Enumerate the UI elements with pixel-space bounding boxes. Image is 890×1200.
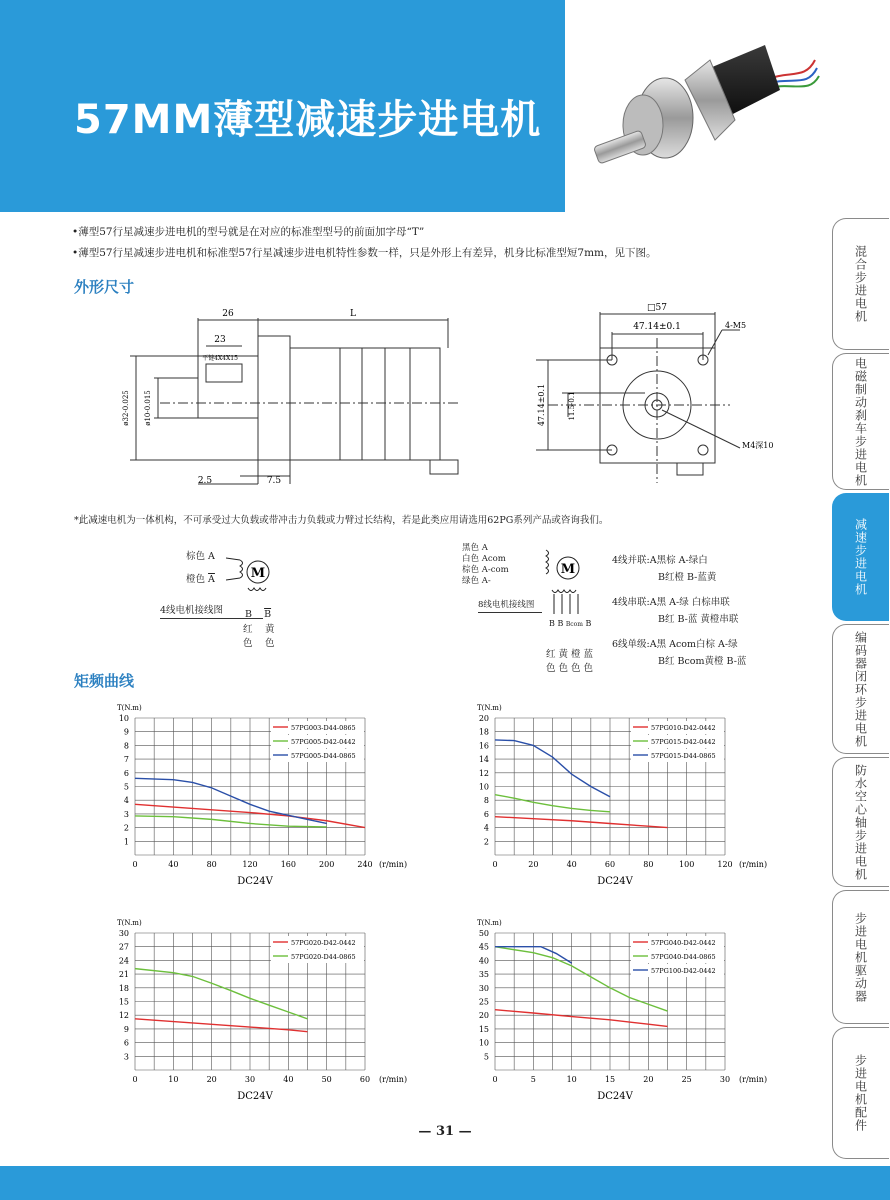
wire8-motor-symbol — [540, 546, 590, 616]
x-axis-label: (r/min) — [379, 860, 408, 869]
legend-label: 57PG015-D42-0442 — [651, 738, 716, 746]
y-tick-label: 1 — [123, 837, 129, 847]
x-tick-label: 20 — [528, 860, 539, 869]
x-tick-label: 50 — [321, 1075, 332, 1084]
x-tick-label: 120 — [242, 860, 258, 869]
y-tick-label: 6 — [483, 809, 489, 819]
x-tick-label: 160 — [280, 860, 296, 869]
x-tick-label: 30 — [244, 1075, 256, 1084]
tab-waterproof-stepper[interactable]: 防水空心轴步进电机 — [832, 757, 889, 887]
tab-gear-stepper[interactable]: 减速步进电机 — [832, 493, 889, 621]
x-tick-label: 10 — [566, 1075, 577, 1084]
legend-label: 57PG003-D44-0865 — [291, 724, 356, 732]
tab-driver[interactable]: 步进电机驱动器 — [832, 890, 889, 1024]
x-tick-label: 60 — [604, 860, 616, 869]
svg-text:M: M — [560, 562, 576, 577]
legend-label: 57PG010-D42-0442 — [651, 724, 716, 732]
legend-label: 57PG020-D44-0865 — [291, 953, 356, 961]
x-tick-label: 0 — [492, 1075, 498, 1084]
x-tick-label: 40 — [168, 860, 179, 869]
legend-label: 57PG015-D44-0865 — [651, 752, 716, 760]
y-tick-label: 9 — [123, 727, 129, 737]
torque-chart-4 — [460, 915, 790, 1110]
x-tick-label: 100 — [679, 860, 695, 869]
page-number: — 31 — — [418, 1124, 472, 1139]
y-tick-label: 10 — [118, 714, 129, 723]
section-dimensions-title: 外形尺寸 — [74, 278, 135, 296]
svg-text:M: M — [250, 566, 266, 581]
dim-key: 平键4X4X15 — [202, 355, 238, 362]
y-tick-label: 18 — [478, 727, 489, 737]
y-tick-label: 4 — [483, 823, 489, 833]
legend-label: 57PG005-D42-0442 — [291, 738, 356, 746]
tab-brake-stepper[interactable]: 电磁制动刹车步进电机 — [832, 353, 889, 490]
wire4-motor-symbol — [226, 548, 276, 608]
dim-d10: ø10-0.015 — [144, 390, 152, 426]
y-tick-label: 40 — [478, 956, 489, 966]
connection-methods: 4线并联:A黑棕 A-绿白 B红橙 B-蓝黄 4线串联:A黑 A-绿 白棕串联 B红 B-蓝 黄橙串联 6线单级:A黑 Acom白棕 A-绿 B红 Bcom黄橙 B-蓝 — [612, 552, 746, 670]
y-tick-label: 9 — [123, 1024, 129, 1034]
x-axis-label: (r/min) — [379, 1075, 408, 1084]
x-tick-label: 40 — [566, 860, 577, 869]
y-tick-label: 45 — [478, 942, 489, 952]
legend-label: 57PG005-D44-0865 — [291, 752, 356, 760]
y-axis-label: T(N.m) — [477, 704, 502, 712]
x-tick-label: 40 — [283, 1075, 294, 1084]
gear-motor-image — [565, 0, 890, 212]
y-tick-label: 27 — [118, 942, 129, 952]
wire4-red: 红色 — [243, 624, 253, 649]
legend-label: 57PG040-D42-0442 — [651, 939, 716, 947]
x-tick-label: 0 — [492, 860, 498, 869]
wire8-color-names: 红 黄 橙 蓝 色 色 色 色 — [546, 649, 594, 674]
bullet-2: •薄型57行星减速步进电机和标准型57行星减速步进电机特性参数一样，只是外形上有差异，机身比标准型短7mm，见下图。 — [72, 247, 657, 259]
y-tick-label: 50 — [478, 929, 489, 938]
x-tick-label: 80 — [206, 860, 217, 869]
wire4-orange: 橙色 $\overline{A}$ — [186, 574, 215, 585]
chart-caption: DC24V — [237, 1091, 273, 1102]
y-tick-label: 20 — [478, 714, 489, 723]
y-tick-label: 10 — [478, 1038, 489, 1048]
tab-hybrid-stepper[interactable]: 混合步进电机 — [832, 218, 889, 350]
dim-d32: ø32-0.025 — [122, 390, 130, 426]
dim-sq57: □57 — [647, 303, 667, 313]
y-tick-label: 2 — [483, 837, 489, 847]
y-tick-label: 24 — [118, 956, 129, 966]
series-line — [495, 1010, 668, 1027]
y-tick-label: 6 — [123, 768, 129, 778]
series-line — [495, 817, 668, 828]
torque-chart-3 — [100, 915, 440, 1110]
y-tick-label: 6 — [123, 1038, 129, 1048]
y-tick-label: 7 — [123, 755, 129, 765]
x-tick-label: 240 — [357, 860, 373, 869]
page-title: 57MM薄型减速步进电机 — [74, 97, 542, 143]
y-tick-label: 14 — [478, 755, 489, 765]
tab-accessories[interactable]: 步进电机配件 — [832, 1027, 889, 1159]
dim-26: 26 — [222, 309, 234, 319]
y-tick-label: 12 — [118, 1011, 129, 1021]
x-axis-label: (r/min) — [739, 1075, 768, 1084]
dim-7-5: 7.5 — [266, 476, 282, 486]
dim-47-14-vert: 47.14±0.1 — [537, 383, 546, 427]
y-tick-label: 3 — [123, 1052, 129, 1062]
x-tick-label: 10 — [168, 1075, 179, 1084]
x-tick-label: 80 — [643, 860, 654, 869]
x-tick-label: 15 — [604, 1075, 616, 1084]
y-tick-label: 25 — [478, 997, 489, 1007]
wire4-b: B $\overline{B}$ — [245, 609, 272, 620]
x-tick-label: 0 — [132, 1075, 138, 1084]
x-tick-label: 20 — [643, 1075, 654, 1084]
legend-label: 57PG100-D42-0442 — [651, 967, 716, 975]
y-tick-label: 2 — [123, 823, 129, 833]
y-tick-label: 4 — [123, 796, 129, 806]
bottom-bar — [0, 1166, 890, 1200]
x-tick-label: 5 — [530, 1075, 536, 1084]
y-axis-label: T(N.m) — [477, 919, 502, 927]
legend-label: 57PG040-D44-0865 — [651, 953, 716, 961]
y-tick-label: 15 — [478, 1024, 489, 1034]
dim-m4: M4深10 — [742, 441, 774, 450]
y-tick-label: 21 — [118, 970, 129, 980]
section-curves-title: 矩频曲线 — [74, 672, 135, 690]
conn-parallel: 4线并联:A黑棕 A-绿白 — [612, 555, 708, 566]
y-tick-label: 30 — [118, 929, 129, 938]
warning-note: *此减速电机为一体机构，不可承受过大负载或带冲击力负载或力臂过长结构，若是此类应用请选用62PG系列产品或咨询我们。 — [74, 515, 609, 526]
intro-bullets — [72, 222, 657, 264]
y-tick-label: 15 — [118, 997, 129, 1007]
legend-label: 57PG020-D42-0442 — [291, 939, 356, 947]
chart-caption: DC24V — [237, 876, 273, 887]
y-tick-label: 3 — [123, 809, 129, 819]
motor-photo — [565, 0, 890, 212]
y-tick-label: 18 — [118, 983, 129, 993]
dim-11-5: 11.5-0.1 — [568, 391, 576, 421]
series-line — [135, 969, 308, 1019]
dim-L: L — [350, 309, 356, 319]
y-tick-label: 16 — [478, 741, 489, 751]
x-tick-label: 60 — [359, 1075, 371, 1084]
wire8-caption: 8线电机接线图 — [478, 598, 542, 613]
header-banner — [0, 0, 565, 212]
y-axis-label: T(N.m) — [117, 919, 142, 927]
x-axis-label: (r/min) — [739, 860, 768, 869]
tab-closed-loop-stepper[interactable]: 编码器闭环步进电机 — [832, 624, 889, 754]
x-tick-label: 0 — [132, 860, 138, 869]
chart-caption: DC24V — [597, 876, 633, 887]
wire4-yellow: 黄色 — [265, 624, 275, 649]
series-line — [135, 1019, 308, 1032]
conn-6wire: 6线单级:A黑 Acom白棕 A-绿 — [612, 639, 738, 650]
wire8-b-labels: B B Bcom B — [549, 619, 592, 628]
dim-47-14: 47.14±0.1 — [633, 322, 681, 332]
chart-caption: DC24V — [597, 1091, 633, 1102]
y-tick-label: 20 — [478, 1011, 489, 1021]
y-tick-label: 8 — [123, 741, 129, 751]
x-tick-label: 30 — [719, 1075, 731, 1084]
y-tick-label: 8 — [483, 796, 489, 806]
wire4-caption: 4线电机接线图 — [160, 604, 263, 619]
y-tick-label: 12 — [478, 768, 489, 778]
y-axis-label: T(N.m) — [117, 704, 142, 712]
dimension-drawing — [100, 298, 780, 498]
dim-4-m5: 4-M5 — [725, 321, 747, 330]
y-tick-label: 10 — [478, 782, 489, 792]
bullet-1: •薄型57行星减速步进电机的型号就是在对应的标准型型号的前面加字母“T” — [72, 226, 425, 238]
torque-chart-2 — [460, 700, 790, 895]
y-tick-label: 30 — [478, 983, 489, 993]
x-tick-label: 200 — [319, 860, 335, 869]
wire4-brown: 棕色 A — [186, 551, 215, 562]
y-tick-label: 5 — [483, 1052, 489, 1062]
x-tick-label: 25 — [681, 1075, 692, 1084]
x-tick-label: 120 — [717, 860, 733, 869]
torque-chart-1 — [100, 700, 440, 895]
dim-2-5: 2.5 — [197, 476, 213, 486]
wire8-colors: 黑色 A 白色 Acom 棕色 A-com 绿色 A- — [462, 543, 509, 586]
x-tick-label: 20 — [206, 1075, 217, 1084]
conn-series: 4线串联:A黑 A-绿 白棕串联 — [612, 597, 730, 608]
dim-23: 23 — [214, 335, 226, 345]
y-tick-label: 5 — [123, 782, 129, 792]
y-tick-label: 35 — [478, 970, 489, 980]
